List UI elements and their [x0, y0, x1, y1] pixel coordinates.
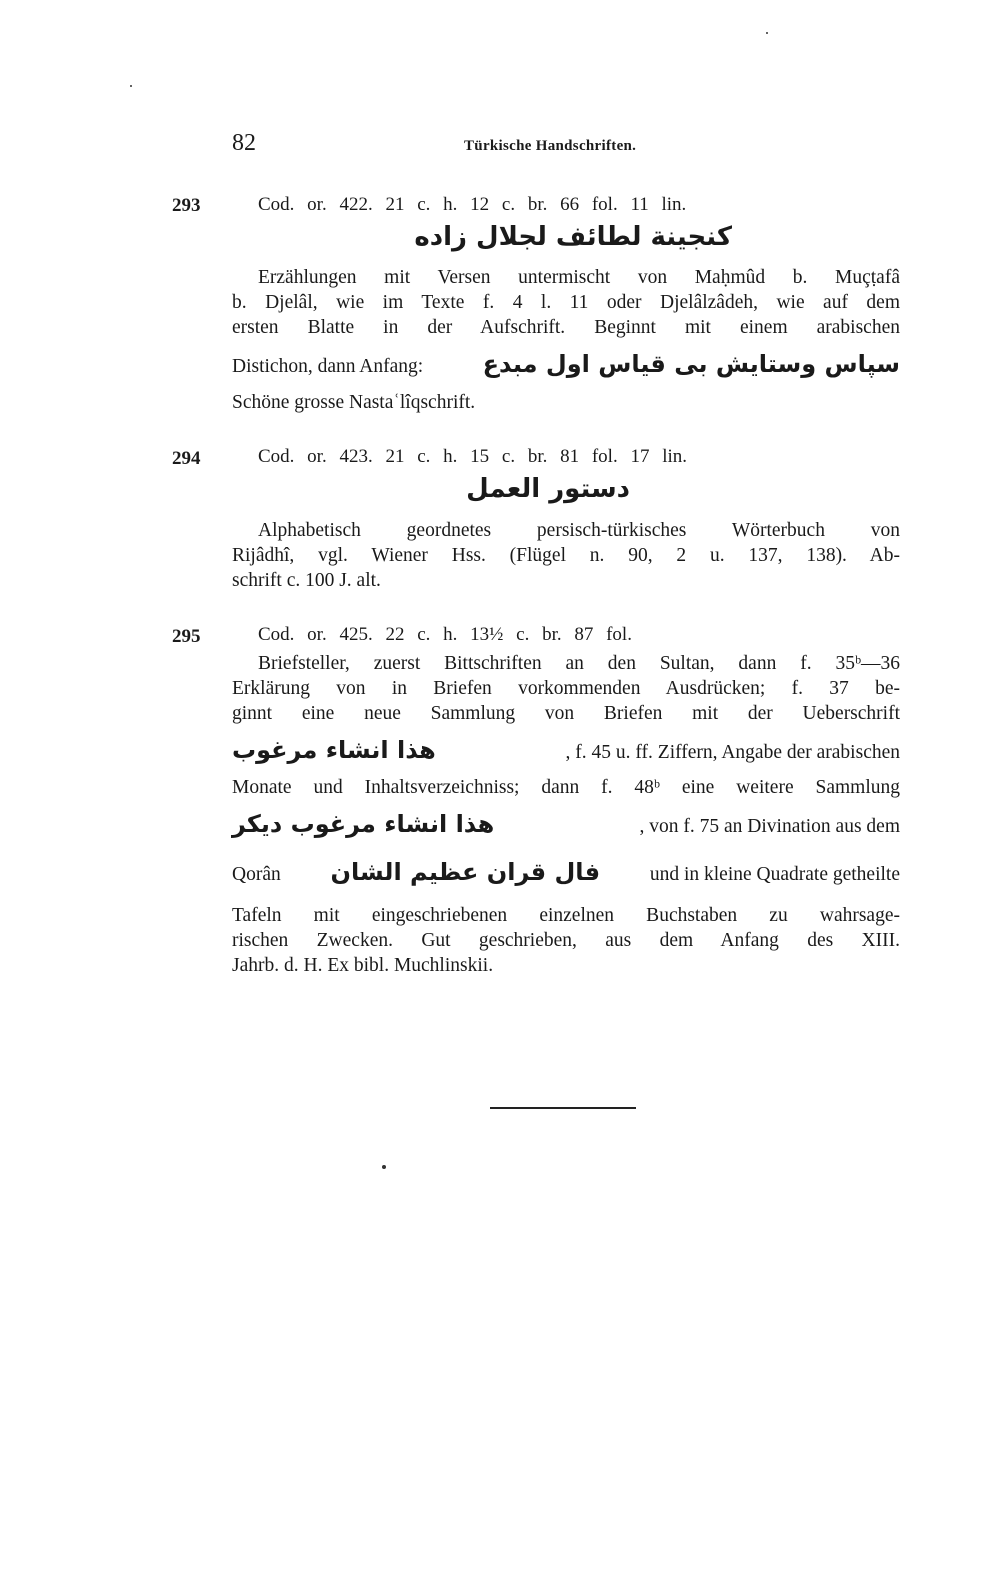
description-line: b. Djelâl, wie im Texte f. 4 l. 11 oder Djelâlzâdeh, wie auf dem: [232, 292, 900, 313]
description-line: ginnt eine neue Sammlung von Briefen mit der Ueberschrift: [232, 703, 900, 724]
entry-number: 294: [172, 448, 201, 469]
page-number: 82: [232, 130, 256, 156]
description-text: und in kleine Quadrate getheilte: [649, 864, 900, 885]
arabic-title-quoted: فال قران عظیم الشان: [330, 858, 601, 886]
incipit-line: [232, 352, 900, 379]
arabic-title: دستور العمل: [466, 474, 630, 504]
description-line: [232, 860, 900, 887]
description-text: , f. 45 u. ff. Ziffern, Angabe der arabischen: [565, 742, 900, 763]
print-speck: [382, 1165, 386, 1169]
qoran-label: Qorân: [232, 864, 281, 885]
shelfmark: Cod. or. 423. 21 c. h. 15 c. br. 81 fol. 17 lin.: [258, 446, 688, 467]
incipit-label: Distichon, dann Anfang:: [232, 356, 424, 377]
description-line: Tafeln mit eingeschriebenen einzelnen Buchstaben zu wahrsage-: [232, 905, 900, 926]
description-line: Erzählungen mit Versen untermischt von Maḥmûd b. Muçṭafâ: [258, 267, 900, 288]
arabic-heading: هذا انشاء مرغوب: [232, 736, 436, 764]
description-line: Erklärung von in Briefen vorkommenden Ausdrücken; f. 37 be-: [232, 678, 900, 699]
description-line: Rijâdhî, vgl. Wiener Hss. (Flügel n. 90, 2 u. 137, 138). Ab-: [232, 545, 900, 566]
description-text: , von f. 75 an Divination aus dem: [639, 816, 900, 837]
description-line: Briefsteller, zuerst Bittschriften an den Sultan, dann f. 35ᵇ—36: [258, 653, 900, 674]
arabic-heading: هذا انشاء مرغوب دیکر: [232, 810, 495, 838]
running-head: [232, 130, 900, 160]
entry-number: 295: [172, 626, 201, 647]
description-line: Alphabetisch geordnetes persisch-türkisches Wörterbuch von: [258, 520, 900, 541]
description-line: rischen Zwecken. Gut geschrieben, aus dem Anfang des XIII.: [232, 930, 900, 951]
end-rule: [490, 1107, 636, 1109]
description-line: [232, 812, 900, 839]
description-line: Jahrb. d. H. Ex bibl. Muchlinskii.: [232, 955, 494, 976]
description-line: [232, 738, 900, 765]
shelfmark: Cod. or. 422. 21 c. h. 12 c. br. 66 fol. 11 lin.: [258, 194, 687, 215]
running-title: Türkische Handschriften.: [464, 138, 637, 154]
description-line: Monate und Inhaltsverzeichniss; dann f. 48ᵇ eine weitere Sammlung: [232, 777, 900, 798]
script-note: Schöne grosse Nastaʿlîqschrift.: [232, 392, 476, 413]
print-speck: [130, 85, 132, 87]
shelfmark: Cod. or. 425. 22 c. h. 13½ c. br. 87 fol.: [258, 624, 632, 645]
print-speck: [766, 32, 768, 34]
arabic-title: كنجينة لطائف لجلال زاده: [414, 222, 732, 252]
incipit-arabic: سپاس وستایش بی قیاس اول مبدع: [482, 350, 900, 378]
description-line: schrift c. 100 J. alt.: [232, 570, 381, 591]
description-line: ersten Blatte in der Aufschrift. Beginnt mit einem arabischen: [232, 317, 900, 338]
entry-number: 293: [172, 195, 201, 216]
